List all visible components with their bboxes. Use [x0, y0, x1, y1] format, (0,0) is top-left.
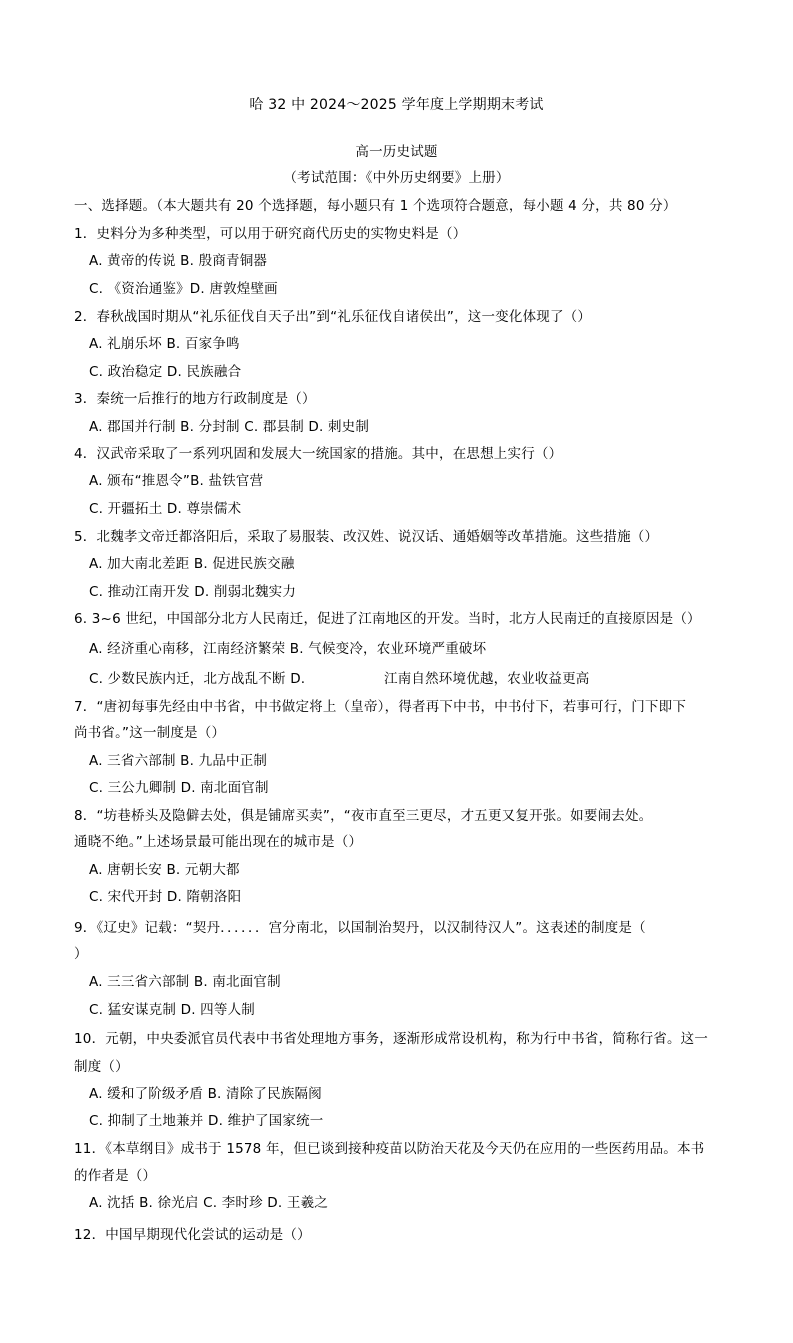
exam-scope: （考试范围：《中外历史纲要》上册） [283, 170, 510, 186]
question-stem: 11．《本草纲目》成书于 1578 年，但已谈到接种疫苗以防治天花及今天仍在应用的一些医药用品。本书 [74, 1141, 705, 1157]
question-option: C. 政治稳定 D. 民族融合 [89, 364, 242, 380]
question-stem: 7．“唐初每事先经由中书省，中书做定将上（皇帝），得者再下中书，中书付下，若事可行，门下即下 [74, 699, 687, 715]
question-stem: 9．《辽史》记载：“契丹．．．．．．宫分南北，以国制治契丹，以汉制待汉人”。这表述的制度是（ [74, 920, 646, 936]
section-heading: 一、选择题。（本大题共有 20 个选择题，每小题只有 1 个选项符合题意，每小题 4 分，共 80 分） [74, 198, 677, 214]
question-stem: 6. 3~6 世纪，中国部分北方人民南迁，促进了江南地区的开发。当时，北方人民南迁的直接原因是（） [74, 611, 701, 627]
question-option: A. 郡国并行制 B. 分封制 C. 郡县制 D. 刺史制 [89, 419, 370, 435]
question-option: A. 经济重心南移，江南经济繁荣 B. 气候变冷，农业环境严重破坏 [89, 641, 487, 657]
question-stem: ） [74, 946, 88, 962]
question-option: C. 开疆拓土 D. 尊崇儒术 [89, 501, 242, 517]
question-stem: 的作者是（） [74, 1168, 157, 1184]
question-stem: 2．春秋战国时期从“礼乐征伐自天子出”到“礼乐征伐自诸侯出”，这一变化体现了（） [74, 309, 592, 325]
question-option: C. 推动江南开发 D. 削弱北魏实力 [89, 584, 297, 600]
question-stem: 制度（） [74, 1059, 129, 1075]
question-option: C. 猛安谋克制 D. 四等人制 [89, 1002, 255, 1018]
question-option: A. 缓和了阶级矛盾 B. 清除了民族隔阂 [89, 1086, 322, 1102]
question-option: A. 礼崩乐坏 B. 百家争鸣 [89, 336, 240, 352]
question-stem: 4．汉武帝采取了一系列巩固和发展大一统国家的措施。其中，在思想上实行（） [74, 446, 563, 462]
question-option: 江南自然环境优越，农业收益更高 [384, 671, 590, 687]
question-option: C. 三公九卿制 D. 南北面官制 [89, 780, 269, 796]
question-option: A. 加大南北差距 B. 促进民族交融 [89, 556, 295, 572]
question-option: A. 黄帝的传说 B. 殷商青铜器 [89, 253, 268, 269]
exam-subject: 高一历史试题 [355, 144, 438, 160]
question-stem: 10．元朝，中央委派官员代表中书省处理地方事务，逐渐形成常设机构，称为行中书省，简称行省。这一 [74, 1031, 709, 1047]
question-option: A. 三省六部制 B. 九品中正制 [89, 753, 268, 769]
question-option: C. 少数民族内迁，北方战乱不断 D. [89, 671, 306, 687]
question-option: A. 颁布“推恩令”B. 盐铁官营 [89, 473, 264, 489]
question-stem: 5．北魏孝文帝迁都洛阳后，采取了易服装、改汉姓、说汉话、通婚姻等改革措施。这些措施（） [74, 529, 659, 545]
question-option: C. 抑制了土地兼并 D. 维护了国家统一 [89, 1113, 324, 1129]
question-stem: 8．“坊巷桥头及隐僻去处，俱是铺席买卖”，“夜市直至三更尽，才五更又复开张。如要闹去处。 [74, 808, 653, 824]
question-stem: 1．史料分为多种类型，可以用于研究商代历史的实物史料是（） [74, 226, 467, 242]
question-option: A. 沈括 B. 徐光启 C. 李时珍 D. 王羲之 [89, 1195, 328, 1211]
question-option: A. 三三省六部制 B. 南北面官制 [89, 974, 281, 990]
question-stem: 12．中国早期现代化尝试的运动是（） [74, 1227, 311, 1243]
question-option: A. 唐朝长安 B. 元朝大都 [89, 862, 240, 878]
question-stem: 通晓不绝。”上述场景最可能出现在的城市是（） [74, 834, 363, 850]
question-option: C. 《资治通鉴》D. 唐敦煌壁画 [89, 281, 278, 297]
exam-title: 哈 32 中 2024～2025 学年度上学期期末考试 [249, 97, 544, 113]
question-stem: 3．秦统一后推行的地方行政制度是（） [74, 391, 316, 407]
question-option: C. 宋代开封 D. 隋朝洛阳 [89, 889, 242, 905]
question-stem: 尚书省。”这一制度是（） [74, 725, 226, 741]
